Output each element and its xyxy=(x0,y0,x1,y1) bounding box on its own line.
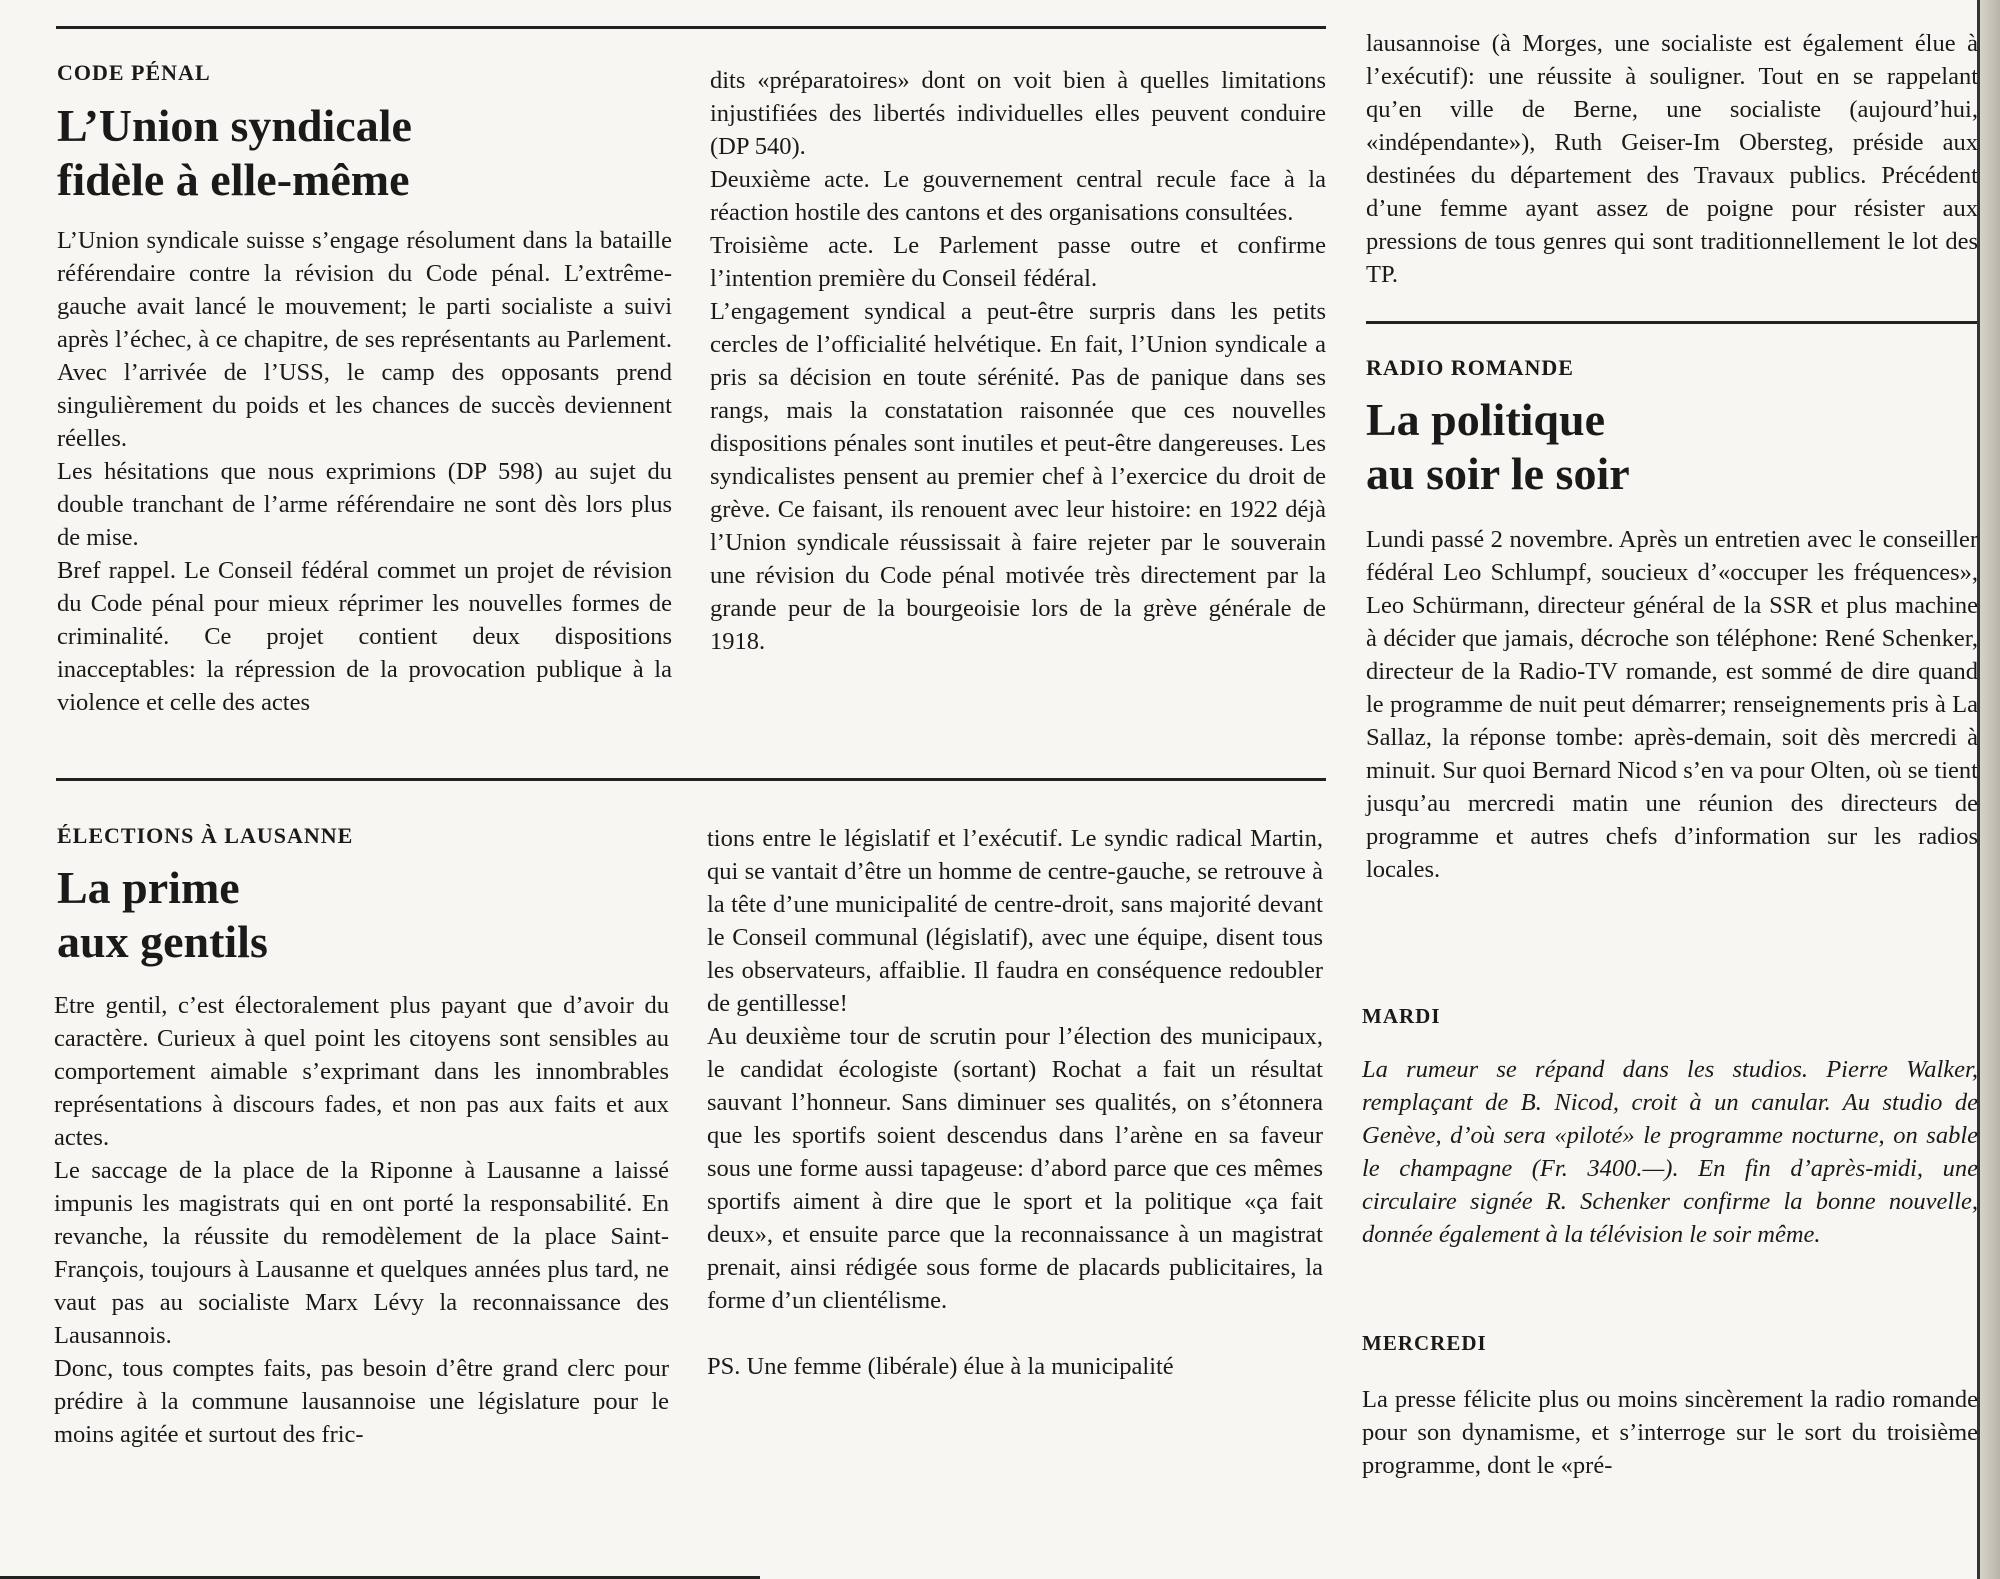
kicker-code-penal: CODE PÉNAL xyxy=(57,60,211,85)
paragraph: L’Union syndicale suisse s’engage résolument dans la bataille référendaire contre la révision du Code pénal. L’extrême-gauche avait lancé le mouvement; le parti socialiste a suivi après l’échec, à ce chapitre, de ses représentants au Parlement. Avec l’arrivée de l’USS, le camp des opposants prend singulièrement du poids et les chances de succès deviennent réelles. xyxy=(57,227,672,452)
headline-line-2: aux gentils xyxy=(57,916,268,967)
paragraph: La presse félicite plus ou moins sincèrement la radio romande pour son dynamisme, et s’interroge sur le sort du troisième programme, dont le «pré- xyxy=(1362,1386,1978,1479)
rule-right-radio xyxy=(1366,321,1980,324)
subheading-mardi: MARDI xyxy=(1362,1004,1441,1028)
paragraph: L’engagement syndical a peut-être surpris dans les petits cercles de l’officialité helvétique. En fait, l’Union syndicale a pris sa décision en toute sérénité. Pas de panique dans ses rangs, mais la constatation raisonnée que ces nouvelles dispositions pénales sont inutiles et peut-être dangereuses. Les syndicalistes pensent au premier chef à l’exercice du droit de grève. Ce faisant, ils renouent avec leur histoire: en 1922 déjà l’Union syndicale réussissait à faire rejeter par le souverain une révision du Code pénal motivée très directement par la grande peur de la bourgeoisie lors de la grève générale de 1918. xyxy=(710,298,1326,655)
paragraph: Lundi passé 2 novembre. Après un entretien avec le conseiller fédéral Leo Schlumpf, soucieux d’«occuper les fréquences», Leo Schürmann, directeur général de la SSR et plus machine à décider que jamais, décroche son téléphone: René Schenker, directeur de la Radio-TV romande, est sommé de dire quand le programme de nuit peut démarrer; renseignements pris à La Sallaz, la réponse tombe: après-demain, soit dès mercredi à minuit. Sur quoi Bernard Nicod s’en va pour Olten, où se tient jusqu’au mercredi matin une réunion des directeurs de programme et autres chefs d’information sur les radios locales. xyxy=(1366,526,1978,883)
paragraph: Deuxième acte. Le gouvernement central recule face à la réaction hostile des cantons et des organisations consultées. xyxy=(710,166,1326,226)
kicker-elections: ÉLECTIONS À LAUSANNE xyxy=(57,823,354,848)
headline-line-2: fidèle à elle-même xyxy=(57,154,410,205)
headline-line-1: La politique xyxy=(1366,394,1606,445)
column-elections-3 xyxy=(1366,27,1978,291)
subheading-mercredi: MERCREDI xyxy=(1362,1331,1487,1355)
column-radio-mercredi xyxy=(1362,1383,1978,1482)
paragraph: Troisième acte. Le Parlement passe outre et confirme l’intention première du Conseil fédéral. xyxy=(710,232,1326,292)
headline-elections xyxy=(57,861,617,969)
kicker-radio: RADIO ROMANDE xyxy=(1366,355,1574,380)
top-rule-left xyxy=(56,26,1326,29)
column-elections-2 xyxy=(707,822,1323,1383)
paragraph: tions entre le législatif et l’exécutif. Le syndic radical Martin, qui se vantait d’être un homme de centre-gauche, se retrouve à la tête d’une municipalité de centre-droit, sans majorité devant le Conseil communal (législatif), avec une équipe, disent tous les observateurs, affaiblie. Il faudra en conséquence redoubler de gentillesse! xyxy=(707,825,1323,1017)
column-radio-mardi xyxy=(1362,1053,1978,1251)
headline-line-1: La prime xyxy=(57,862,240,913)
paragraph: Les hésitations que nous exprimions (DP 598) au sujet du double tranchant de l’arme référendaire ne sont dès lors plus de mise. xyxy=(57,458,672,551)
paragraph: Au deuxième tour de scrutin pour l’élection des municipaux, le candidat écologiste (sortant) Rochat a fait un résultat sauvant l’honneur. Sans diminuer ses qualités, on s’étonnera que les sportifs soient descendus dans l’arène en sa faveur sous une forme aussi tapageuse: d’abord parce que ces mêmes sportifs aiment à dire que le sport et la politique «ça fait deux», et ensuite parce que la reconnaissance à un magistrat prenait, ainsi rédigée sous forme de placards publicitaires, la forme d’un clientélisme. xyxy=(707,1023,1323,1314)
column-elections-1 xyxy=(54,989,669,1451)
page-edge xyxy=(1978,0,2000,1579)
paragraph: Bref rappel. Le Conseil fédéral commet un projet de révision du Code pénal pour mieux réprimer les nouvelles formes de criminalité. Ce projet contient deux dispositions inacceptables: la répression de la provocation publique à la violence et celle des actes xyxy=(57,557,672,716)
headline-line-1: L’Union syndicale xyxy=(57,100,412,151)
postscript: PS. Une femme (libérale) élue à la municipalité xyxy=(707,1353,1174,1380)
mid-rule-left xyxy=(56,778,1326,781)
column-code-penal-1 xyxy=(57,224,672,719)
paragraph: Donc, tous comptes faits, pas besoin d’être grand clerc pour prédire à la commune lausannoise une législature pour le moins agitée et surtout des fric- xyxy=(54,1355,669,1448)
column-radio-intro xyxy=(1366,523,1978,886)
headline-radio xyxy=(1366,393,1966,501)
headline-line-2: au soir le soir xyxy=(1366,448,1630,499)
headline-code-penal xyxy=(57,99,617,207)
paragraph: dits «préparatoires» dont on voit bien à quelles limitations injustifiées des libertés individuelles elles peuvent conduire (DP 540). xyxy=(710,67,1326,160)
paragraph: Etre gentil, c’est électoralement plus payant que d’avoir du caractère. Curieux à quel point les citoyens sont sensibles au comportement aimable s’exprimant dans les innombrables représentations à discours fades, et non pas aux faits et aux actes. xyxy=(54,992,669,1151)
paragraph: La rumeur se répand dans les studios. Pierre Walker, remplaçant de B. Nicod, croit à un canular. Au studio de Genève, d’où sera «piloté» le programme nocturne, on sable le champagne (Fr. 3400.—). En fin d’après-midi, une circulaire signée R. Schenker confirme la bonne nouvelle, donnée également à la télévision le soir même. xyxy=(1362,1056,1978,1248)
paragraph: Le saccage de la place de la Riponne à Lausanne a laissé impunis les magistrats qui en ont porté la responsabilité. En revanche, la réussite du remodèlement de la place Saint-François, toujours à Lausanne et quelques années plus tard, ne vaut pas au socialiste Marx Lévy la reconnaissance des Lausannois. xyxy=(54,1157,669,1349)
paragraph: lausannoise (à Morges, une socialiste est également élue à l’exécutif): une réussite à souligner. Tout en se rappelant qu’en ville de Berne, une socialiste (aujourd’hui, «indépendante»), Ruth Geiser-Im Obersteg, préside aux destinées du département des Travaux publics. Précédent d’une femme ayant assez de poigne pour résister aux pressions de tous genres qui sont traditionnellement le lot des TP. xyxy=(1366,30,1978,288)
column-code-penal-2 xyxy=(710,64,1326,658)
